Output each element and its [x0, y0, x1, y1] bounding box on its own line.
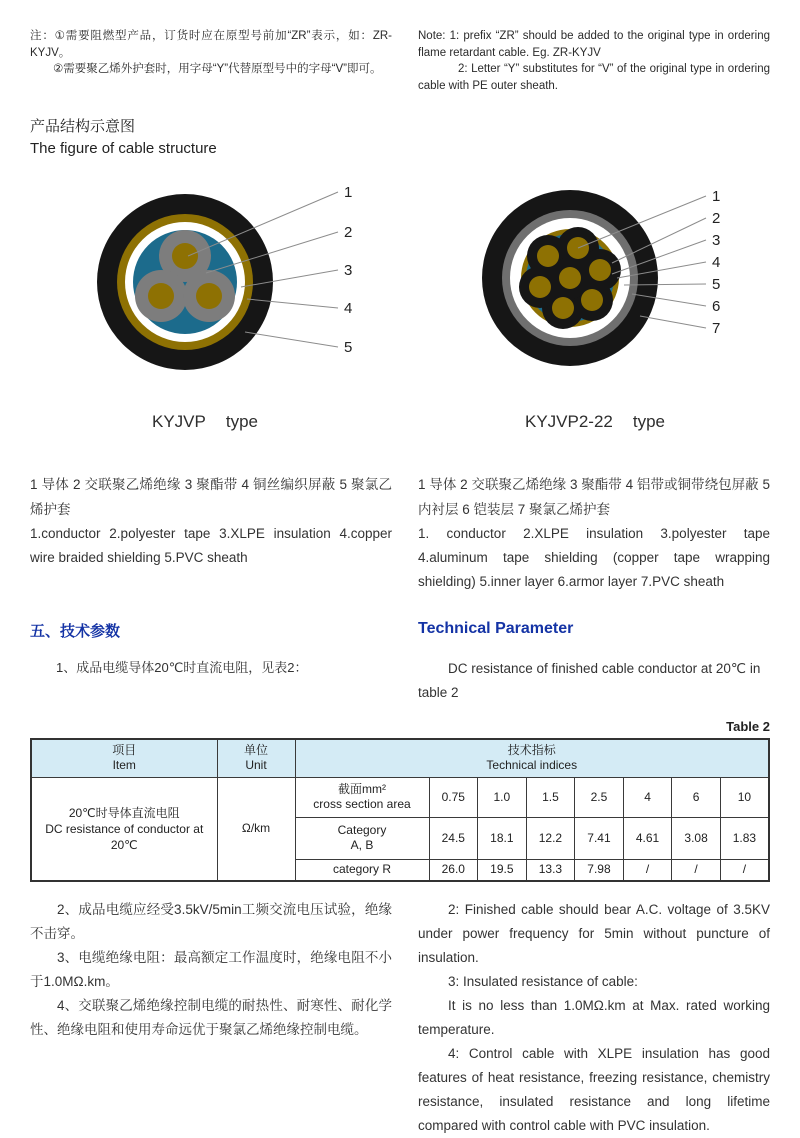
figure-title: [30, 116, 770, 160]
core-conductor: [559, 267, 581, 289]
para-dc-en-text: DC resistance of finished cable conductor at 20℃ in table 2: [418, 661, 761, 700]
para-dc-zh: 1、成品电缆导体20℃时直流电阻，见表2：: [56, 660, 308, 675]
subrow-label-zh: 截面mm²: [338, 782, 386, 796]
cable-diagram-kyjvp2-22: [420, 170, 770, 398]
callout-number: 1: [344, 184, 353, 201]
note-en-line2: 2: Letter “Y” substitutes for “V” of the original type in ordering cable with PE outer sheath.: [418, 63, 770, 92]
value-cell: 2.5: [575, 777, 624, 817]
note-en: [418, 28, 770, 94]
desc-right-en: 1. conductor 2.XLPE insulation 3.polyester tape 4.aluminum tape shielding (copper tape wrapping shielding) 5.inner layer 6.armor layer 7.PVC sheath: [418, 526, 770, 589]
leader-line: [245, 332, 338, 347]
callout-number: 4: [712, 254, 721, 271]
callout-number: 3: [712, 232, 721, 249]
note-zh-line1: 注：①需要阻燃型产品，订货时应在原型号前加“ZR”表示，如：ZR-KYJV。: [30, 30, 392, 59]
subrow-label-cell: category R: [295, 859, 429, 881]
para-voltage-en: 2: Finished cable should bear A.C. voltage of 3.5KV under power frequency for 5min without puncture of insulation.: [418, 902, 770, 965]
bottom-paragraphs: [30, 898, 770, 1138]
section-title-zh: 五、技术参数: [30, 623, 121, 640]
subrow-label-cell: [295, 777, 429, 817]
desc-left-zh: 1 导体 2 交联聚乙烯绝缘 3 聚酯带 4 铜丝编织屏蔽 5 聚氯乙烯护套: [30, 477, 392, 517]
desc-left: [30, 472, 392, 594]
row-label-en: DC resistance of conductor at 20℃: [45, 821, 204, 852]
cable-diagrams: [30, 170, 770, 398]
value-cell: 13.3: [526, 859, 575, 881]
value-cell: 1.83: [720, 817, 769, 859]
value-cell: 0.75: [429, 777, 478, 817]
desc-left-en: 1.conductor 2.polyester tape 3.XLPE insulation 4.copper wire braided shielding 5.PVC sheath: [30, 526, 392, 565]
subrow-label-en: cross section area: [313, 797, 411, 811]
callout-number: 2: [712, 210, 721, 227]
layer-descriptions: [30, 472, 770, 594]
callout-number: 7: [712, 320, 721, 337]
callout-number: 5: [344, 339, 353, 356]
row-label-cell: [31, 777, 217, 881]
value-cell: /: [672, 859, 721, 881]
leader-line: [640, 316, 706, 328]
value-cell: 7.41: [575, 817, 624, 859]
section-titles: [30, 620, 770, 641]
callout-number: 2: [344, 224, 353, 241]
value-cell: 1.0: [478, 777, 527, 817]
value-cell: 26.0: [429, 859, 478, 881]
para-voltage-zh: 2、成品电缆应经受3.5kV/5min工频交流电压试验，绝缘不击穿。: [30, 902, 392, 941]
model-name: KYJVP: [152, 412, 206, 431]
subrow-label-line1: Category: [337, 823, 387, 837]
callout-number: 4: [344, 300, 353, 317]
value-cell: /: [623, 859, 672, 881]
unit-cell: Ω/km: [217, 777, 295, 881]
para-insulation-resistance-en-a: 3: Insulated resistance of cable:: [448, 974, 638, 989]
table-row: [31, 777, 769, 817]
value-cell: 18.1: [478, 817, 527, 859]
para-insulation-resistance-zh: 3、电缆绝缘电阻：最高额定工作温度时，绝缘电阻不小于1.0MΩ.km。: [30, 950, 392, 989]
row-label-zh: 20℃时导体直流电阻: [68, 805, 180, 820]
table2: [30, 738, 770, 882]
bottom-left: [30, 898, 392, 1138]
header-item: [31, 739, 217, 777]
value-cell: 4: [623, 777, 672, 817]
core-conductor: [589, 259, 611, 281]
note-en-line1: Note: 1: prefix “ZR” should be added to the original type in ordering flame retardant cable. Eg. ZR-KYJV: [418, 30, 770, 59]
header-unit: [217, 739, 295, 777]
figure-title-zh: 产品结构示意图: [30, 118, 136, 135]
value-cell: 6: [672, 777, 721, 817]
header-unit-en: Unit: [245, 758, 267, 773]
subrow-label-line2: A, B: [350, 838, 374, 852]
core-conductor: [537, 245, 559, 267]
figure-title-en: The figure of cable structure: [30, 140, 217, 157]
table-header-row: [31, 739, 769, 777]
callout-number: 6: [712, 298, 721, 315]
section-title-en: Technical Parameter: [418, 620, 574, 637]
value-cell: 12.2: [526, 817, 575, 859]
header-item-en: Item: [112, 758, 136, 773]
value-cell: /: [720, 859, 769, 881]
value-cell: 24.5: [429, 817, 478, 859]
value-cell: 4.61: [623, 817, 672, 859]
desc-right: [418, 472, 770, 594]
subrow-label-cell: [295, 817, 429, 859]
dc-resistance-paragraphs: [30, 657, 770, 705]
note-zh-line2: ②需要聚乙烯外护套时，用字母“Y”代替原型号中的字母“V”即可。: [53, 63, 382, 75]
cable-diagram-kyjvp: [30, 170, 380, 398]
table2-caption: Table 2: [726, 719, 770, 734]
core-conductor: [552, 297, 574, 319]
value-cell: 3.08: [672, 817, 721, 859]
core-conductor: [148, 283, 174, 309]
header-unit-zh: 单位: [243, 743, 268, 758]
note-zh: [30, 28, 392, 94]
header-indices-en: Technical indices: [486, 758, 578, 773]
value-cell: 1.5: [526, 777, 575, 817]
core-conductor: [581, 289, 603, 311]
para-dc-en: [418, 657, 770, 705]
bottom-right: [418, 898, 770, 1138]
type-word: type: [225, 412, 258, 431]
notes-section: [30, 28, 770, 94]
type-label-kyjvp2-22: [420, 412, 770, 432]
header-item-zh: 项目: [112, 743, 137, 758]
header-technical-indices: [295, 739, 769, 777]
para-xlpe-features-zh: 4、交联聚乙烯绝缘控制电缆的耐热性、耐寒性、耐化学性、绝缘电阻和使用寿命远优于聚氯乙烯绝缘控制电缆。: [30, 998, 392, 1037]
value-cell: 7.98: [575, 859, 624, 881]
value-cell: 19.5: [478, 859, 527, 881]
para-insulation-resistance-en-b: It is no less than 1.0MΩ.km at Max. rated working temperature.: [418, 998, 770, 1037]
type-labels: [30, 412, 770, 432]
core-conductor: [172, 243, 198, 269]
header-indices-zh: 技术指标: [507, 743, 556, 758]
para-xlpe-features-en: 4: Control cable with XLPE insulation has good features of heat resistance, freezing resistance, chemistry resistance, insulated resistance and long lifetime compared with control cable with PVC insulation.: [418, 1046, 770, 1133]
callout-number: 1: [712, 188, 721, 205]
desc-right-zh: 1 导体 2 交联聚乙烯绝缘 3 聚酯带 4 铝带或铜带绕包屏蔽 5 内衬层 6 铠装层 7 聚氯乙烯护套: [418, 477, 770, 517]
core-conductor: [196, 283, 222, 309]
value-cell: 10: [720, 777, 769, 817]
callout-number: 5: [712, 276, 721, 293]
core-conductor: [529, 276, 551, 298]
type-label-kyjvp: [30, 412, 380, 432]
model-name: KYJVP2-22: [524, 412, 613, 431]
type-word: type: [632, 412, 666, 431]
callout-number: 3: [344, 262, 353, 279]
